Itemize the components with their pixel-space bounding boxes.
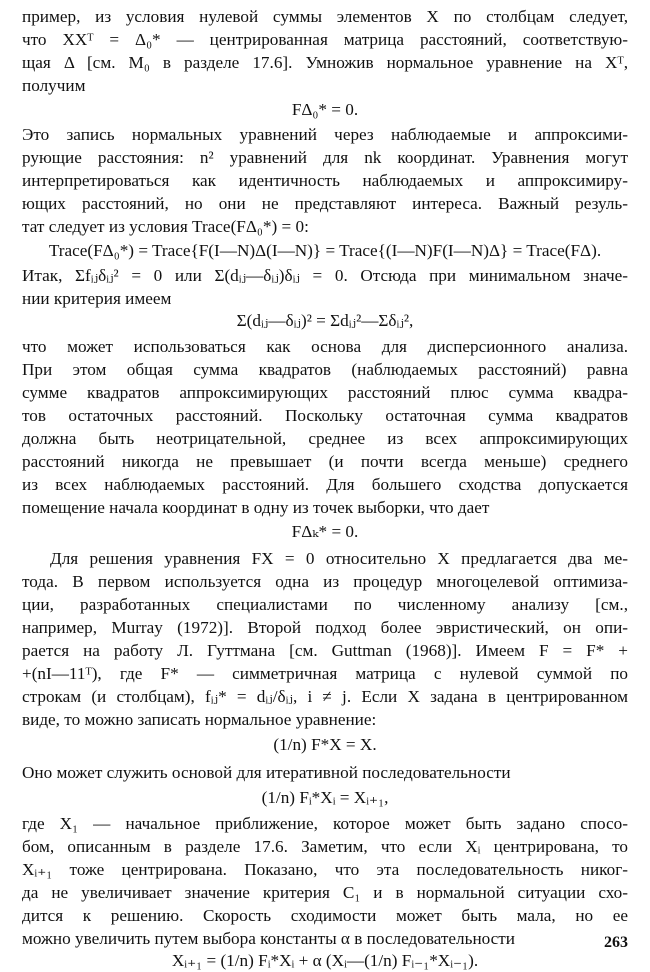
text-line: тов остаточных расстояний. Поскольку остаточная сумма квадратов [22, 406, 628, 425]
text-line: пример, из условия нулевой суммы элементов X по столбцам следует, [22, 7, 628, 26]
text-line: щая Δ [см. M₀ в разделе 17.6]. Умножив нормальное уравнение на Xᵀ, [22, 53, 628, 72]
text-line: можно увеличить путем выбора константы α в последовательности [22, 929, 515, 948]
equation: FΔₖ* = 0. [291, 522, 359, 541]
text-line: виде, то можно записать нормальное уравнение: [22, 710, 377, 729]
equation: Trace(FΔ₀*) = Trace{F(I—N)Δ(I—N)} = Trace{(I—N)F(I—N)Δ} = Trace(FΔ). [48, 241, 602, 260]
text-line: что XXᵀ = Δ₀* — центрированная матрица расстояний, соответствую- [22, 30, 628, 49]
text-line: дится к решению. Скорость сходимости может быть мала, но ее [22, 906, 628, 925]
text-line: тат следует из условия Trace(FΔ₀*) = 0: [22, 217, 309, 236]
text-line: ции, разработанных специалистами по численному анализу [см., [22, 595, 628, 614]
text-line: рается на работу Л. Гуттмана [см. Guttman (1968)]. Имеем F = F* + [22, 641, 628, 660]
text-line: нии критерия имеем [22, 289, 172, 308]
equation: (1/n) F*X = X. [273, 735, 377, 754]
text-line: Xᵢ₊₁ тоже центрирована. Показано, что эта последовательность никог- [22, 860, 628, 879]
equation: (1/n) Fᵢ*Xᵢ = Xᵢ₊₁, [261, 788, 389, 807]
equation: Xᵢ₊₁ = (1/n) Fᵢ*Xᵢ + α (Xᵢ—(1/n) Fᵢ₋₁*Xᵢ₋₁). [171, 951, 479, 970]
text-line: рующие расстояния: n² уравнений для nk координат. Уравнения могут [22, 148, 628, 167]
equation: FΔ₀* = 0. [291, 100, 359, 119]
page-number: 263 [604, 934, 628, 951]
text-line: Оно может служить основой для итеративной последовательности [22, 763, 511, 782]
text-line: тода. В первом используется одна из процедур многоцелевой оптимиза- [22, 572, 628, 591]
text-line: да не увеличивает значение критерия C₁ и в нормальной ситуации схо- [22, 883, 628, 902]
text-line: получим [22, 76, 86, 95]
text-line: строкам (и столбцам), fᵢⱼ* = dᵢⱼ/δᵢⱼ, i ≠ j. Если X задана в центрированном [22, 687, 628, 706]
text-line: ющих расстояний, но они не представляют интереса. Важный резуль- [22, 194, 628, 213]
text-line: помещение начала координат в одну из точек выборки, что дает [22, 498, 490, 517]
text-line: расстояний никогда не превышает (и почти всегда меньше) среднего [22, 452, 628, 471]
text-line: что может использоваться как основа для дисперсионного анализа. [22, 337, 628, 356]
equation: Σ(dᵢⱼ—δᵢⱼ)² = Σdᵢⱼ²—Σδᵢⱼ², [236, 311, 414, 330]
text-line: +(nI—11ᵀ), где F* — симметричная матрица с нулевой суммой по [22, 664, 628, 683]
text-line: где X₁ — начальное приближение, которое может быть задано спосо- [22, 814, 628, 833]
text-line: Это запись нормальных уравнений через наблюдаемые и аппроксими- [22, 125, 628, 144]
text-line: должна быть неотрицательной, среднее из всех аппроксимирующих [22, 429, 628, 448]
text-line: бом, описанным в разделе 17.6. Заметим, что если Xᵢ центрирована, то [22, 837, 628, 856]
text-line: При этом общая сумма квадратов (наблюдаемых расстояний) равна [22, 360, 628, 379]
text-line: интерпретироваться как идентичность наблюдаемых и аппроксимиру- [22, 171, 628, 190]
text-line: Для решения уравнения FX = 0 относительно X предлагается два ме- [50, 549, 628, 568]
text-line: из всех наблюдаемых расстояний. Для большего сходства допускается [22, 475, 628, 494]
text-line: Итак, Σfᵢⱼδᵢⱼ² = 0 или Σ(dᵢⱼ—δᵢⱼ)δᵢⱼ = 0. Отсюда при минимальном значе- [22, 266, 628, 285]
text-line: сумме квадратов аппроксимирующих расстояний плюс сумма квадра- [22, 383, 628, 402]
text-line: например, Murray (1972)]. Второй подход более эвристический, он опи- [22, 618, 628, 637]
